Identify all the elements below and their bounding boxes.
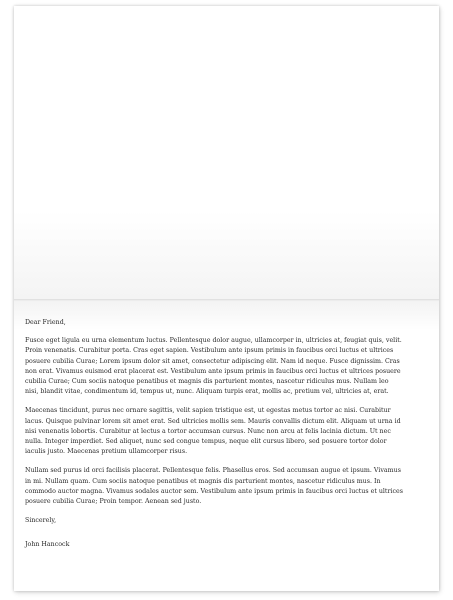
letter-body — [25, 318, 403, 560]
letter-paragraph-3: Nullam sed purus id orci facilisis placerat. Pellentesque felis. Phasellus eros. Sed accumsan augue et ipsum. Vivamus in mi. Nullam quam. Cum sociis natoque penatibus et magnis dis parturient montes, nascetur ridiculus mus. In commodo auctor magna. Vivamus sodales auctor sem. Vestibulum ante ipsum primis in faucibus orci luctus et ultrices posuere cubilia Curae; Proin tempor. Aenean sed justo. — [25, 467, 403, 506]
letter-signature: John Hancock — [25, 541, 70, 549]
letter-closing: Sincerely, — [25, 517, 57, 525]
letter-greeting: Dear Friend, — [25, 319, 66, 326]
letter-paragraph-2: Maecenas tincidunt, purus nec ornare sagittis, velit sapien tristique est, ut egestas metus tortor ac nisi. Curabitur lacus. Quisque pulvinar lorem sit amet erat. Sed ultricies mollis sem. Mauris convallis dictum elit. Aliquam ut urna id nisi venenatis lobortis. Curabitur at lectus a tortor accumsan cursus. Nunc non arcu at felis lacinia dictum. Ut nec nulla. Integer imperdiet. Sed aliquet, nunc sed congue tempus, neque elit cursus libero, sed posuere tortor dolor iaculis justo. Maecenas pretium ullamcorper risus. — [25, 407, 401, 456]
card-top-panel — [14, 6, 439, 299]
letter-paragraph-1: Fusce eget ligula eu urna elementum luctus. Pellentesque dolor augue, ullamcorper in, ultricies at, feugiat quis, velit. Proin venenatis. Curabitur porta. Cras eget sapien. Vestibulum ante ipsum primis in faucibus orci luctus et ultrices posuere cubilia Curae; Lorem ipsum dolor sit amet, consectetur adipiscing elit. Nam id neque. Fusce dignissim. Cras non erat. Vivamus euismod erat placerat est. Vestibulum ante ipsum primis in faucibus orci luctus et ultrices posuere cubilia Curae; Cum sociis natoque penatibus et magnis dis parturient montes, nascetur ridiculus mus. Nullam leo nisi, blandit vitae, condimentum id, tempus ut, nunc. Aliquam turpis erat, mollis ac, pretium vel, ultricies at, erat. — [25, 337, 402, 396]
